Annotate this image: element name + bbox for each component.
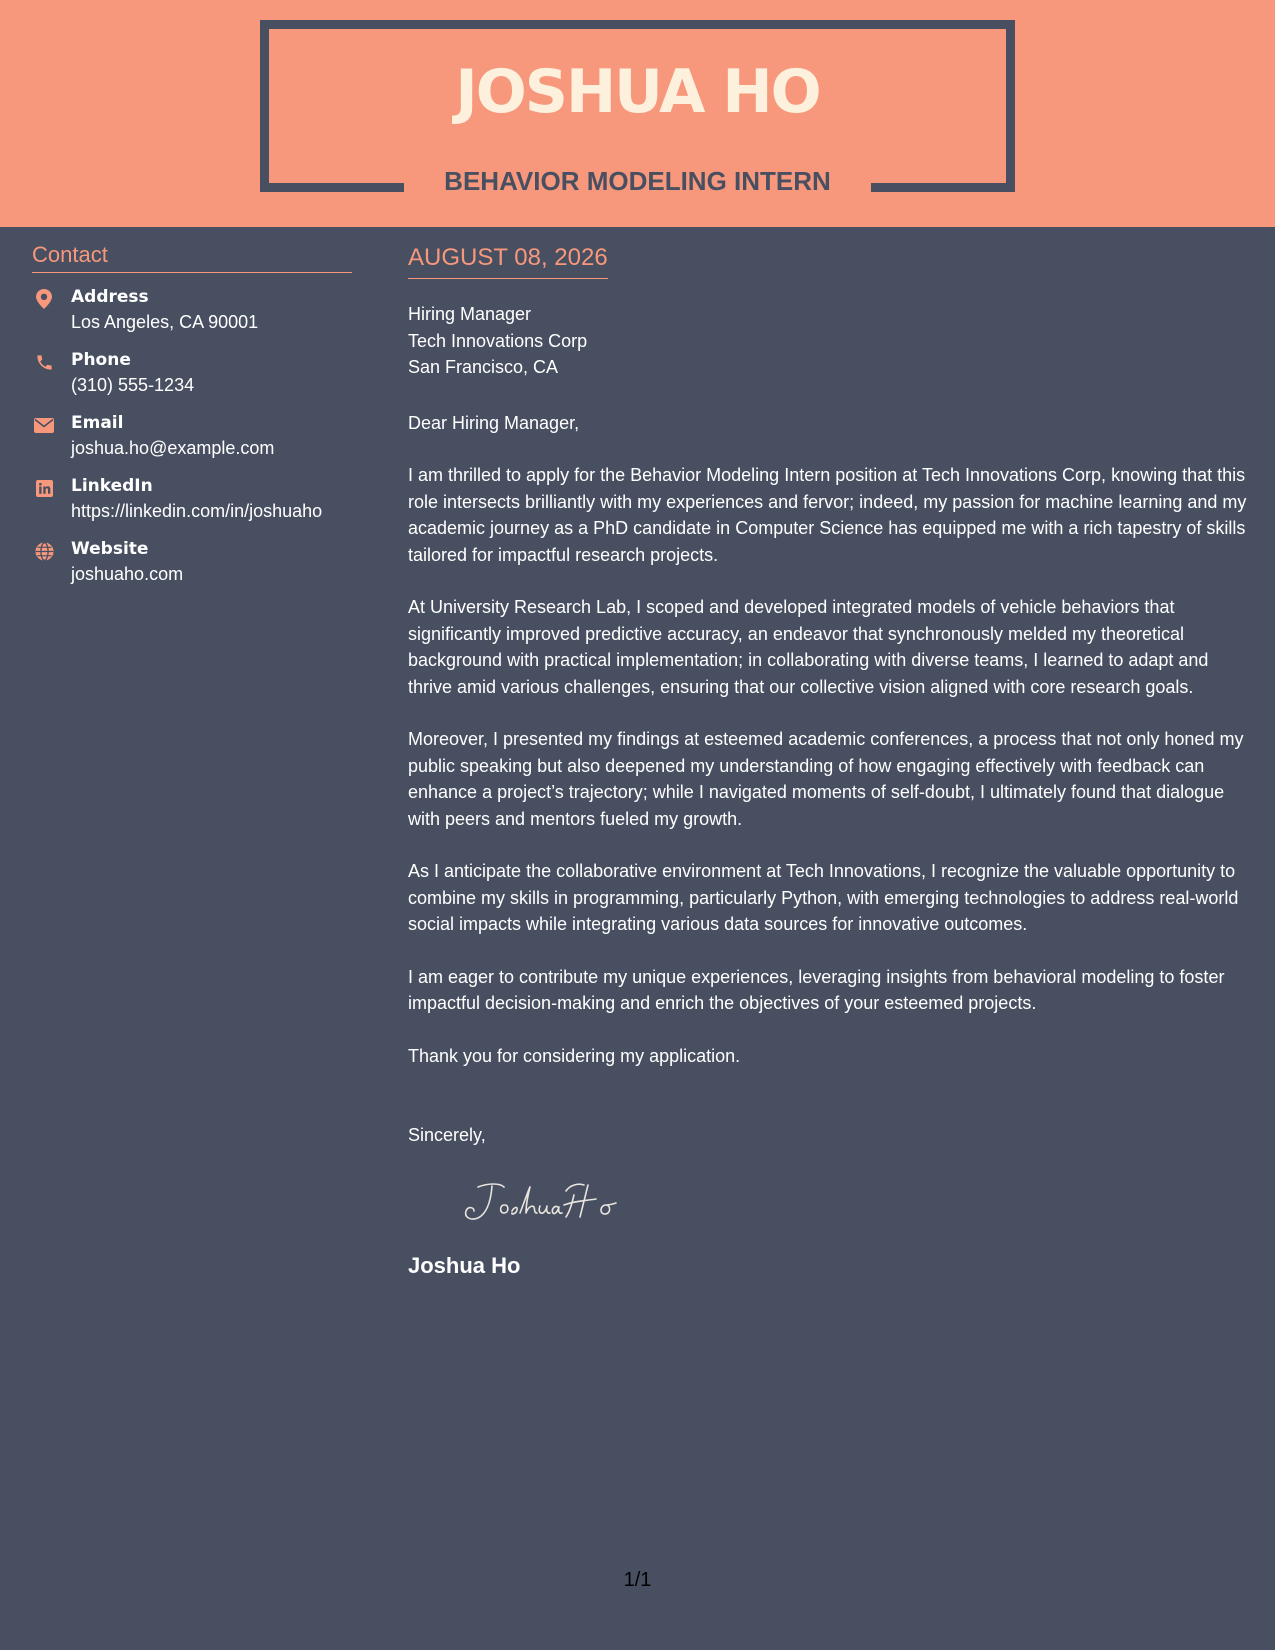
applicant-name: JOSHUA HO bbox=[455, 57, 820, 127]
job-title: BEHAVIOR MODELING INTERN bbox=[444, 166, 831, 196]
recipient-line: Tech Innovations Corp bbox=[408, 330, 588, 351]
contact-value-address: Los Angeles, CA 90001 bbox=[71, 312, 259, 332]
body-paragraph: I am eager to contribute my unique experiences, leveraging insights from behavioral modeling to foster impactful decision-making and enrich the objectives of your esteemed projects. bbox=[408, 966, 1225, 1013]
recipient-line: San Francisco, CA bbox=[408, 357, 559, 377]
contact-label: LinkedIn bbox=[71, 476, 153, 496]
letter-body bbox=[408, 246, 1253, 1279]
contact-label: Email bbox=[71, 413, 124, 433]
body-paragraph: At University Research Lab, I scoped and developed integrated models of vehicle behaviors that significantly improved predictive accuracy, an endeavor that synchronously melded my theoretical background with practical implementation; in collaborating with diverse teams, I learned to adapt and thrive amid various challenges, ensuring that our collective vision aligned with core research goals. bbox=[408, 597, 1209, 697]
contact-value-email[interactable]: joshua.ho@example.com bbox=[71, 438, 275, 458]
header-banner bbox=[0, 0, 1275, 227]
handwritten-signature bbox=[448, 1173, 1253, 1233]
contact-sidebar bbox=[32, 244, 352, 600]
contact-item-linkedin bbox=[32, 474, 352, 537]
contact-item-website bbox=[32, 537, 352, 600]
letter-date: AUGUST 08, 2026 bbox=[408, 246, 608, 279]
closing: Sincerely, bbox=[408, 1125, 486, 1145]
recipient-block bbox=[408, 301, 1253, 381]
contact-label: Phone bbox=[71, 350, 131, 370]
contact-value-linkedin[interactable]: https://linkedin.com/in/joshuaho bbox=[71, 501, 323, 521]
contact-item-address bbox=[32, 285, 352, 348]
salutation: Dear Hiring Manager, bbox=[408, 412, 580, 433]
map-pin-icon bbox=[34, 289, 54, 309]
contact-label: Address bbox=[71, 287, 149, 307]
contact-value-website[interactable]: joshuaho.com bbox=[71, 564, 184, 584]
contact-item-phone bbox=[32, 348, 352, 411]
body-paragraph: Thank you for considering my application. bbox=[408, 1045, 741, 1066]
contact-list bbox=[32, 285, 352, 600]
globe-icon bbox=[34, 541, 54, 561]
envelope-icon bbox=[34, 415, 54, 435]
body-paragraph: Moreover, I presented my findings at esteemed academic conferences, a process that not only honed my public speaking but also deepened my understanding of how engaging effectively with feedback can enhance a project’s trajectory; while I navigated moments of self-doubt, I ultimately found that dialogue with peers and mentors fueled my growth. bbox=[408, 729, 1244, 829]
contact-item-email bbox=[32, 411, 352, 474]
page-number: 1/1 bbox=[623, 1569, 652, 1591]
linkedin-icon bbox=[34, 478, 54, 498]
signer-name: Joshua Ho bbox=[408, 1252, 521, 1278]
contact-heading: Contact bbox=[32, 244, 352, 273]
recipient-line: Hiring Manager bbox=[408, 304, 532, 324]
body-paragraph: I am thrilled to apply for the Behavior Modeling Intern position at Tech Innovations Corp, knowing that this role intersects brilliantly with my experiences and fervor; indeed, my passion for machine learning and my academic journey as a PhD candidate in Computer Science has equipped me with a rich tapestry of skills tailored for impactful research projects. bbox=[408, 465, 1247, 565]
contact-label: Website bbox=[71, 539, 149, 559]
body-paragraph: As I anticipate the collaborative environment at Tech Innovations, I recognize the valuable opportunity to combine my skills in programming, particularly Python, with emerging technologies to address real-world social impacts while integrating various data sources for innovative outcomes. bbox=[408, 861, 1239, 934]
contact-value-phone[interactable]: (310) 555-1234 bbox=[71, 375, 195, 395]
phone-icon bbox=[34, 352, 54, 372]
